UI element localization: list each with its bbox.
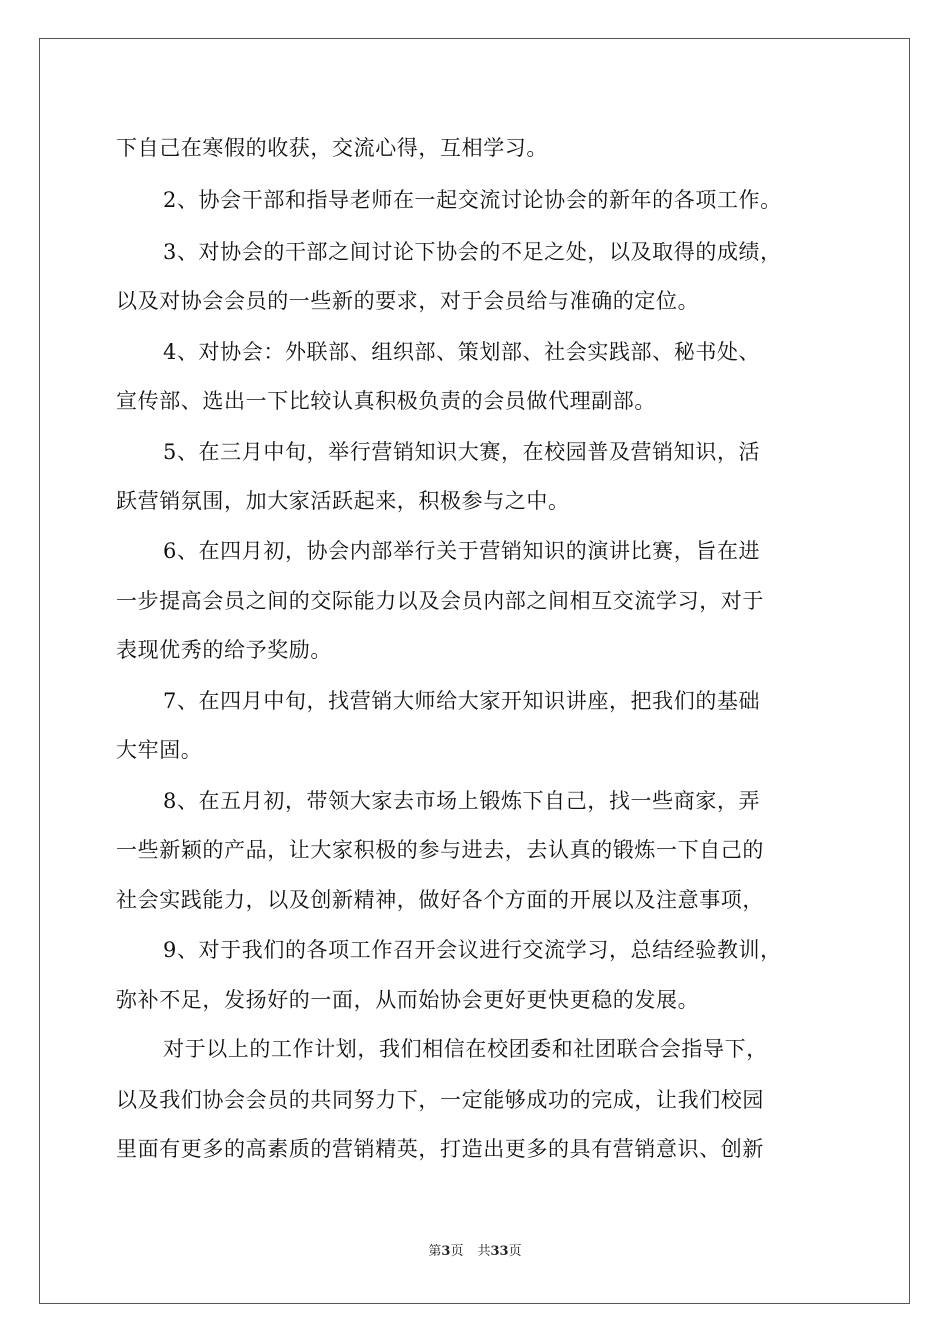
total-prefix: 共 [477,1244,491,1259]
text-line: 以及我们协会会员的共同努力下，一定能够成功的完成，让我们校园 [116,1088,764,1112]
text-line: 对于以上的工作计划，我们相信在校团委和社团联合会指导下， [163,1037,768,1061]
text-line: 一些新颖的产品，让大家积极的参与进去，去认真的锻炼一下自己的 [116,838,764,862]
page-prefix: 第 [428,1244,442,1259]
text-line: 表现优秀的给予奖励。 [116,638,332,662]
total-suffix: 页 [508,1244,522,1259]
page-footer [0,1240,950,1259]
text-line: 9、对于我们的各项工作召开会议进行交流学习，总结经验教训， [163,938,782,962]
page-total: 33 [490,1244,509,1259]
text-line: 里面有更多的高素质的营销精英，打造出更多的具有营销意识、创新 [116,1137,764,1161]
page-suffix: 页 [450,1244,464,1259]
text-line: 5、在三月中旬，举行营销知识大赛，在校园普及营销知识，活 [163,440,761,464]
text-line: 3、对协会的干部之间讨论下协会的不足之处，以及取得的成绩， [163,240,782,264]
text-line: 2、协会干部和指导老师在一起交流讨论协会的新年的各项工作。 [163,188,782,212]
text-line: 大牢固。 [116,738,203,762]
text-line: 6、在四月初，协会内部举行关于营销知识的演讲比赛，旨在进 [163,539,761,563]
text-line: 跃营销氛围，加大家活跃起来，积极参与之中。 [116,489,570,513]
text-line: 宣传部、选出一下比较认真积极负责的会员做代理副部。 [116,389,656,413]
text-line: 弥补不足，发扬好的一面，从而始协会更好更快更稳的发展。 [116,988,700,1012]
text-line: 以及对协会会员的一些新的要求，对于会员给与准确的定位。 [116,289,700,313]
text-line: 下自己在寒假的收获，交流心得，互相学习。 [116,136,548,160]
text-line: 一步提高会员之间的交际能力以及会员内部之间相互交流学习，对于 [116,589,764,613]
text-line: 4、对协会：外联部、组织部、策划部、社会实践部、秘书处、 [163,340,761,364]
text-line: 社会实践能力，以及创新精神，做好各个方面的开展以及注意事项， [116,888,764,912]
text-line: 7、在四月中旬，找营销大师给大家开知识讲座，把我们的基础 [163,689,761,713]
text-line: 8、在五月初，带领大家去市场上锻炼下自己，找一些商家，弄 [163,789,761,813]
page-current: 3 [441,1244,451,1259]
